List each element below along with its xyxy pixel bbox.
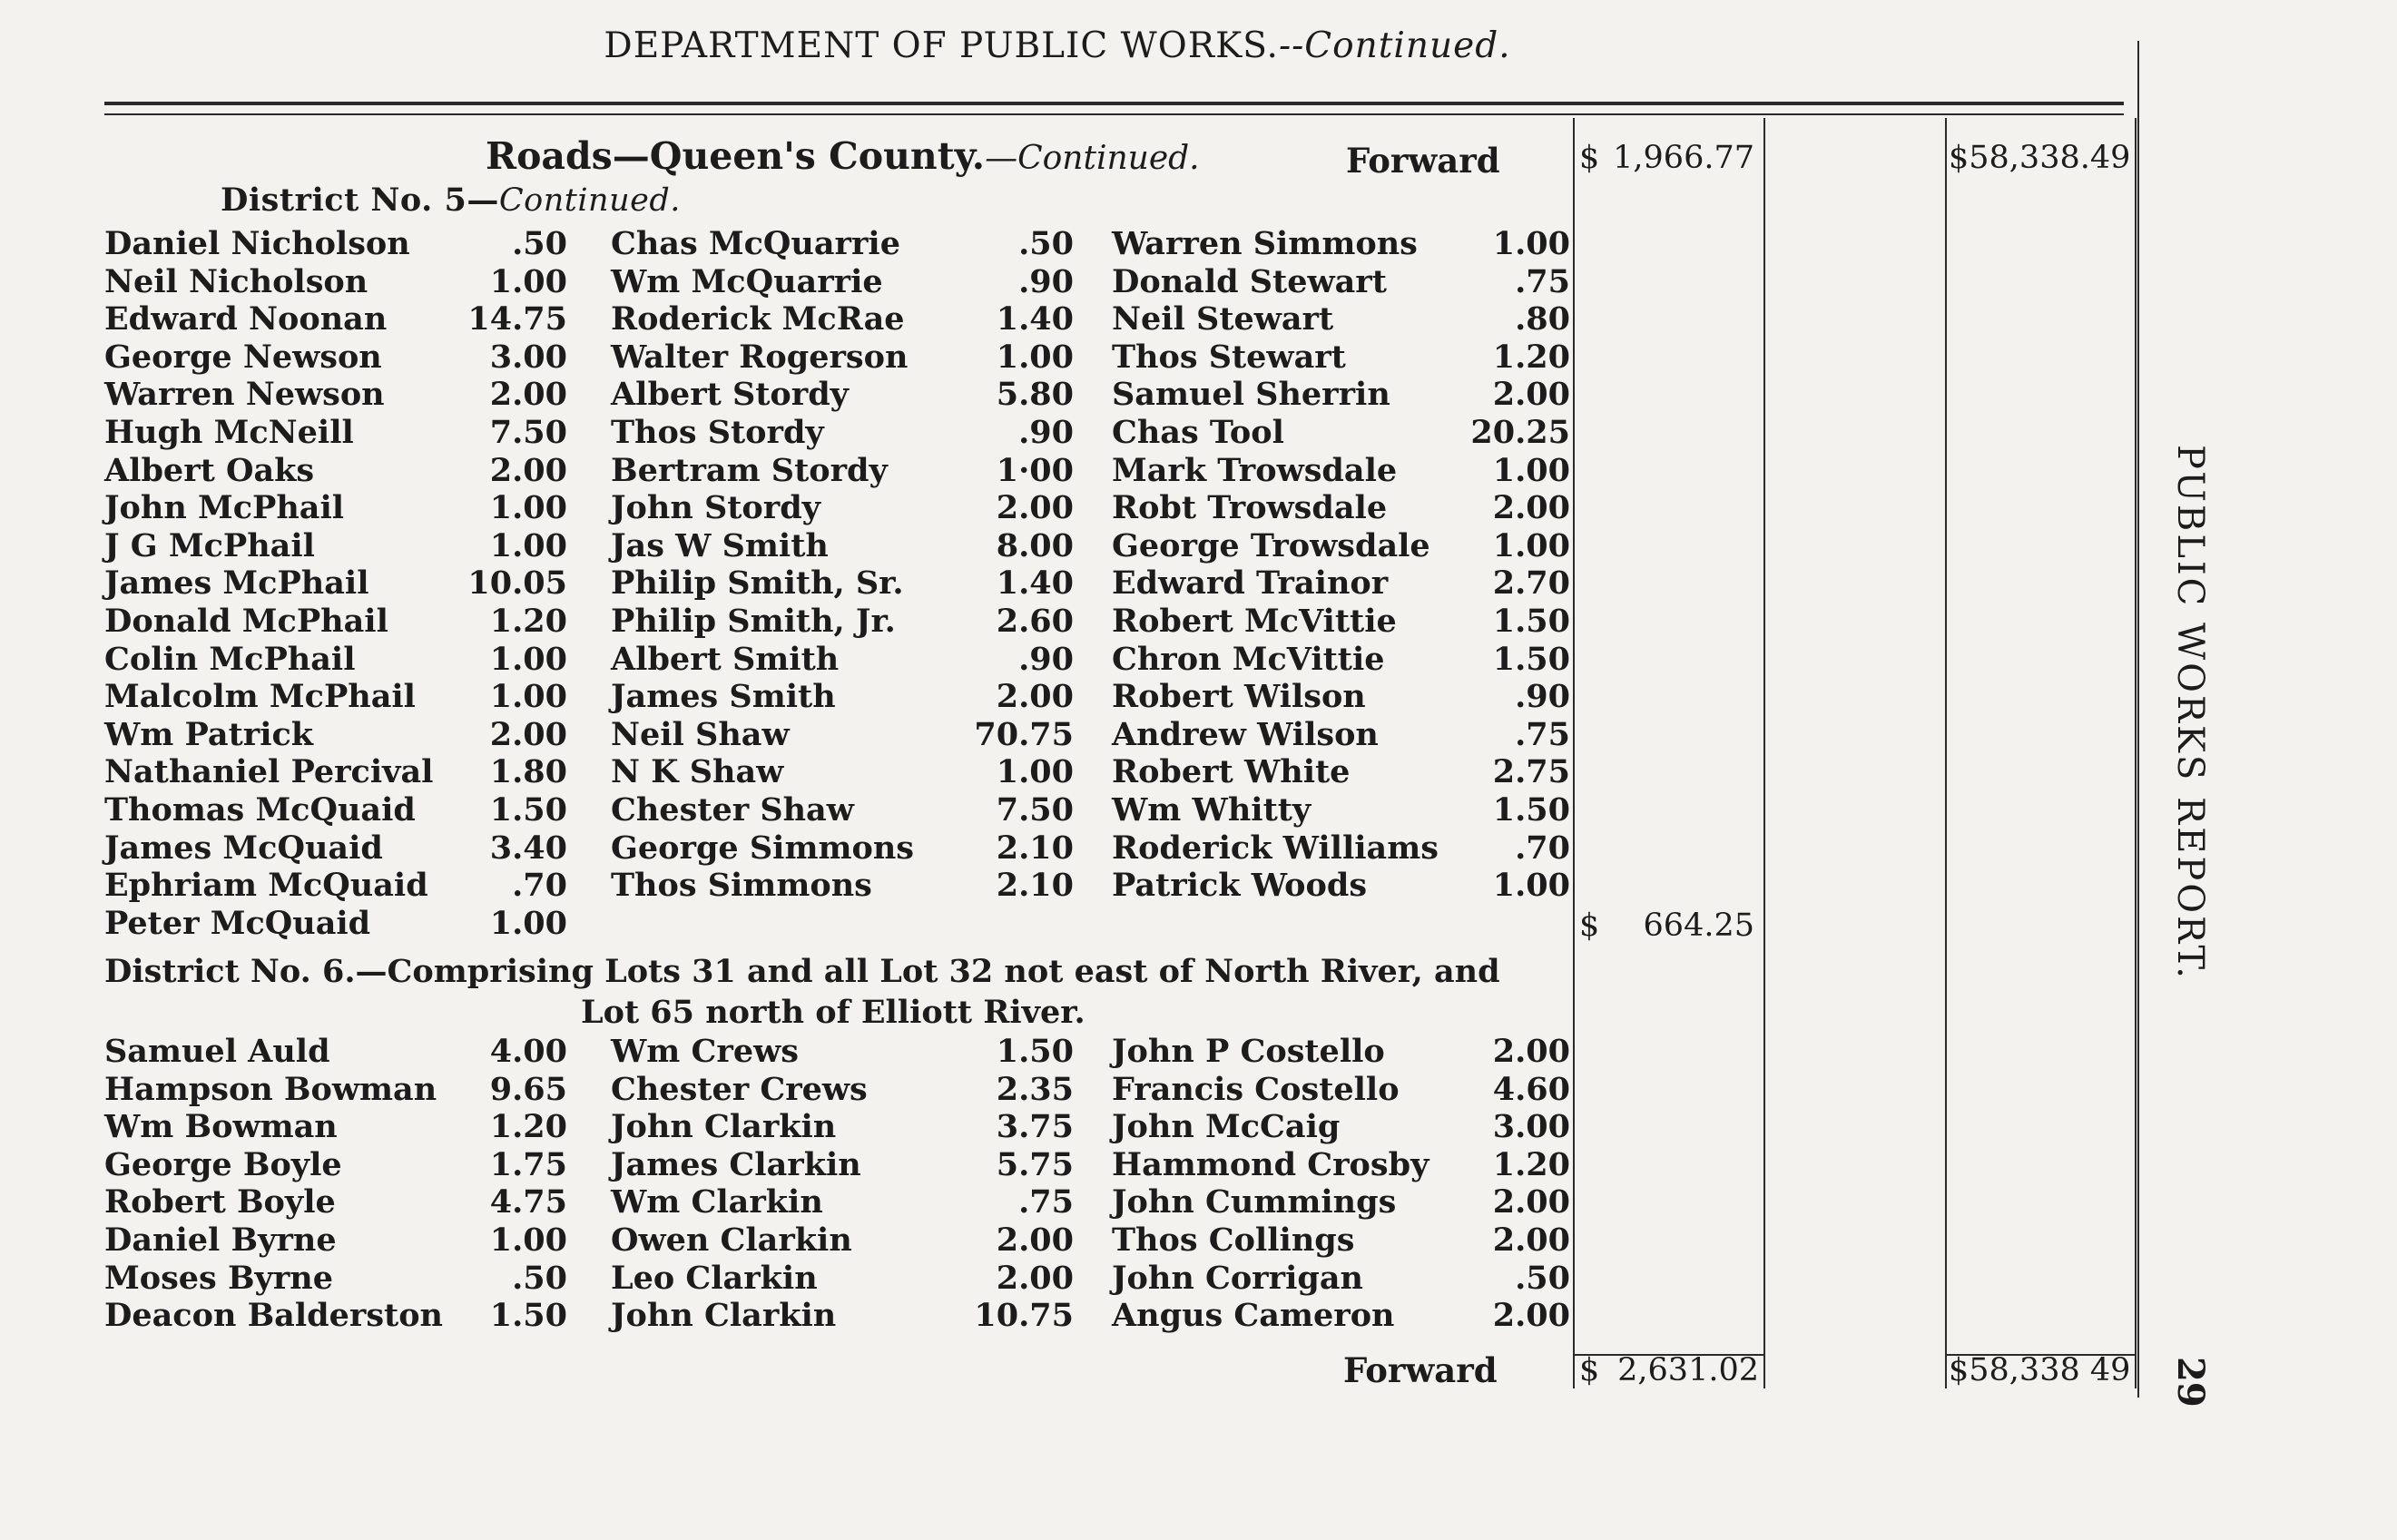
district-5-column-2 bbox=[611, 225, 1074, 905]
page-number: 29 bbox=[2169, 1357, 2212, 1408]
amount: 14.75 bbox=[467, 300, 567, 338]
forward-label-top: Forward bbox=[1346, 141, 1500, 181]
amount: 2.75 bbox=[1492, 753, 1570, 791]
name: Warren Simmons bbox=[1112, 225, 1418, 262]
amount: .50 bbox=[512, 1259, 567, 1297]
name: Chester Shaw bbox=[611, 790, 854, 829]
name: Andrew Wilson bbox=[1112, 715, 1379, 753]
amount: 2.00 bbox=[1492, 489, 1570, 527]
name: Edward Trainor bbox=[1112, 564, 1389, 603]
name: Peter McQuaid bbox=[104, 904, 371, 942]
list-item bbox=[1112, 300, 1570, 338]
name: Edward Noonan bbox=[104, 300, 388, 338]
district-6-heading-line-1: District No. 6.—Comprising Lots 31 and all Lot 32 not east of North River, and bbox=[104, 953, 1500, 990]
list-item bbox=[1112, 263, 1570, 301]
list-item bbox=[104, 1071, 567, 1109]
amount: .75 bbox=[1515, 715, 1570, 753]
section-title-text: Roads—Queen's County. bbox=[486, 134, 986, 178]
list-item bbox=[104, 905, 567, 943]
name: Thos Simmons bbox=[611, 867, 872, 905]
list-item bbox=[611, 829, 1074, 868]
name: Samuel Sherrin bbox=[1112, 376, 1390, 414]
amount: 10.75 bbox=[974, 1297, 1074, 1335]
name: James Clarkin bbox=[611, 1145, 861, 1183]
amount: 1.00 bbox=[489, 640, 567, 678]
list-item bbox=[104, 603, 567, 641]
name: Robt Trowsdale bbox=[1112, 489, 1388, 527]
list-item bbox=[611, 678, 1074, 716]
forward-dollar-top: $ bbox=[1579, 140, 1600, 176]
amount: 1.00 bbox=[489, 489, 567, 527]
list-item bbox=[611, 376, 1074, 414]
amount: 2.00 bbox=[1492, 1297, 1570, 1335]
list-item bbox=[104, 1183, 567, 1221]
total-column-left-rule bbox=[1945, 118, 1947, 1388]
list-item bbox=[611, 716, 1074, 754]
forward-total-top: $58,338.49 bbox=[1949, 140, 2131, 176]
amount: 1.20 bbox=[489, 602, 567, 640]
list-item bbox=[1112, 1297, 1570, 1335]
list-item bbox=[611, 1033, 1074, 1071]
amount: 2.00 bbox=[1492, 1033, 1570, 1070]
name: Hampson Bowman bbox=[104, 1070, 437, 1108]
name: J G McPhail bbox=[104, 526, 315, 564]
list-item bbox=[1112, 1183, 1570, 1221]
name: Moses Byrne bbox=[104, 1259, 334, 1297]
amount: 1.50 bbox=[1492, 790, 1570, 829]
amount: 7.50 bbox=[489, 413, 567, 451]
amount: 1.00 bbox=[489, 678, 567, 716]
list-item bbox=[1112, 564, 1570, 603]
name: James McPhail bbox=[104, 564, 369, 603]
name: Wm Crews bbox=[611, 1033, 799, 1070]
name: Albert Stordy bbox=[611, 376, 850, 414]
amount: 5.80 bbox=[996, 376, 1074, 414]
name: Chas Tool bbox=[1112, 413, 1284, 451]
list-item bbox=[611, 489, 1074, 527]
amount: 1.50 bbox=[996, 1033, 1074, 1070]
list-item bbox=[104, 564, 567, 603]
name: Wm Clarkin bbox=[611, 1183, 823, 1221]
amount: 2.00 bbox=[489, 715, 567, 753]
name: Francis Costello bbox=[1112, 1070, 1400, 1108]
list-item bbox=[611, 1221, 1074, 1260]
list-item bbox=[611, 564, 1074, 603]
name: Thos Stewart bbox=[1112, 338, 1346, 376]
list-item bbox=[611, 1108, 1074, 1146]
list-item bbox=[104, 1108, 567, 1146]
amount: .90 bbox=[1018, 262, 1074, 300]
amount: 1.50 bbox=[1492, 640, 1570, 678]
name: Deacon Balderston bbox=[104, 1297, 443, 1335]
amount: 5.75 bbox=[996, 1145, 1074, 1183]
list-item bbox=[611, 527, 1074, 565]
amount: 20.25 bbox=[1470, 413, 1570, 451]
amount: 1.40 bbox=[996, 564, 1074, 603]
amount: 8.00 bbox=[996, 526, 1074, 564]
amount: 7.50 bbox=[996, 790, 1074, 829]
list-item bbox=[104, 1146, 567, 1184]
list-item bbox=[1112, 376, 1570, 414]
amount: 1.00 bbox=[1492, 451, 1570, 489]
list-item bbox=[611, 753, 1074, 791]
name: George Newson bbox=[104, 338, 382, 376]
amount: 1.00 bbox=[489, 904, 567, 942]
side-running-title: PUBLIC WORKS REPORT. bbox=[2169, 445, 2211, 981]
amount: 1.75 bbox=[489, 1145, 567, 1183]
name: Owen Clarkin bbox=[611, 1221, 852, 1259]
amount: 2.00 bbox=[996, 678, 1074, 716]
list-item bbox=[104, 1221, 567, 1260]
amount: 1.00 bbox=[1492, 225, 1570, 262]
list-item bbox=[1112, 791, 1570, 829]
name: N K Shaw bbox=[611, 753, 784, 791]
list-item bbox=[104, 452, 567, 490]
district-6-column-3 bbox=[1112, 1033, 1570, 1335]
name: George Boyle bbox=[104, 1145, 342, 1183]
list-item bbox=[611, 414, 1074, 452]
name: Patrick Woods bbox=[1112, 867, 1368, 905]
list-item bbox=[104, 527, 567, 565]
list-item bbox=[1112, 867, 1570, 905]
list-item bbox=[1112, 1108, 1570, 1146]
amount: 1.40 bbox=[996, 300, 1074, 338]
name: George Trowsdale bbox=[1112, 526, 1430, 564]
amount: 1·00 bbox=[996, 451, 1074, 489]
amount: 1.50 bbox=[489, 1297, 567, 1335]
name: John McCaig bbox=[1112, 1108, 1341, 1146]
name: Donald Stewart bbox=[1112, 262, 1387, 300]
amount: 1.20 bbox=[489, 1108, 567, 1146]
name: Hugh McNeill bbox=[104, 413, 354, 451]
list-item bbox=[1112, 527, 1570, 565]
amount: 1.80 bbox=[489, 753, 567, 791]
name: Robert Wilson bbox=[1112, 678, 1366, 716]
amount: .90 bbox=[1018, 413, 1074, 451]
district-5-column-1 bbox=[104, 225, 567, 942]
list-item bbox=[1112, 753, 1570, 791]
name: Wm Whitty bbox=[1112, 790, 1311, 829]
name: Neil Shaw bbox=[611, 715, 790, 753]
amount: 2.10 bbox=[996, 829, 1074, 867]
list-item bbox=[1112, 452, 1570, 490]
list-item bbox=[611, 1146, 1074, 1184]
list-item bbox=[611, 452, 1074, 490]
amount: 1.00 bbox=[489, 526, 567, 564]
district-5-heading bbox=[221, 181, 681, 219]
amount: 10.05 bbox=[467, 564, 567, 603]
amount: .70 bbox=[512, 867, 567, 905]
list-item bbox=[104, 376, 567, 414]
amount: 9.65 bbox=[489, 1070, 567, 1108]
list-item bbox=[104, 1033, 567, 1071]
list-item bbox=[611, 1183, 1074, 1221]
list-item bbox=[1112, 678, 1570, 716]
list-item bbox=[104, 678, 567, 716]
district-5-column-3 bbox=[1112, 225, 1570, 905]
name: Neil Stewart bbox=[1112, 300, 1334, 338]
list-item bbox=[104, 791, 567, 829]
name: Thos Collings bbox=[1112, 1221, 1355, 1259]
amount: .80 bbox=[1515, 300, 1570, 338]
name: Daniel Byrne bbox=[104, 1221, 337, 1259]
forward-total-bottom: $58,338 49 bbox=[1949, 1352, 2131, 1388]
list-item bbox=[104, 1260, 567, 1298]
list-item bbox=[1112, 1033, 1570, 1071]
name: Jas W Smith bbox=[611, 526, 829, 564]
amount-column-right-rule bbox=[1763, 118, 1765, 1388]
list-item bbox=[1112, 489, 1570, 527]
list-item bbox=[1112, 1146, 1570, 1184]
name: John Corrigan bbox=[1112, 1259, 1363, 1297]
name: John Clarkin bbox=[611, 1297, 837, 1335]
amount: .50 bbox=[512, 225, 567, 262]
list-item bbox=[611, 867, 1074, 905]
list-item bbox=[104, 753, 567, 791]
amount: 1.00 bbox=[1492, 867, 1570, 905]
name: John Clarkin bbox=[611, 1108, 837, 1146]
list-item bbox=[611, 263, 1074, 301]
name: John Stordy bbox=[611, 489, 821, 527]
district-6-column-1 bbox=[104, 1033, 567, 1335]
amount: 2.10 bbox=[996, 867, 1074, 905]
name: Neil Nicholson bbox=[104, 262, 368, 300]
name: Hammond Crosby bbox=[1112, 1145, 1429, 1183]
list-item bbox=[611, 603, 1074, 641]
name: Philip Smith, Sr. bbox=[611, 564, 904, 603]
name: Donald McPhail bbox=[104, 602, 388, 640]
total-column-right-rule bbox=[2135, 118, 2137, 1388]
name: Robert White bbox=[1112, 753, 1351, 791]
forward-amount-bottom: 2,631.02 bbox=[1617, 1352, 1759, 1388]
name: Angus Cameron bbox=[1112, 1297, 1395, 1335]
list-item bbox=[1112, 1221, 1570, 1260]
name: Philip Smith, Jr. bbox=[611, 602, 896, 640]
amount: 4.75 bbox=[489, 1183, 567, 1221]
running-head bbox=[0, 25, 2115, 66]
name: John P Costello bbox=[1112, 1033, 1385, 1070]
amount: 2.00 bbox=[1492, 376, 1570, 414]
amount: 2.00 bbox=[1492, 1221, 1570, 1259]
list-item bbox=[104, 829, 567, 868]
list-item bbox=[1112, 414, 1570, 452]
name: Albert Oaks bbox=[104, 451, 315, 489]
amount: 1.00 bbox=[1492, 526, 1570, 564]
name: Chester Crews bbox=[611, 1070, 868, 1108]
name: Roderick McRae bbox=[611, 300, 905, 338]
district-5-continued: Continued. bbox=[498, 182, 681, 219]
name: Mark Trowsdale bbox=[1112, 451, 1398, 489]
name: Wm Bowman bbox=[104, 1108, 338, 1146]
amount: 1.00 bbox=[996, 338, 1074, 376]
list-item bbox=[1112, 1071, 1570, 1109]
list-item bbox=[104, 300, 567, 338]
name: James Smith bbox=[611, 678, 836, 716]
amount: 4.60 bbox=[1492, 1070, 1570, 1108]
amount: 2.60 bbox=[996, 602, 1074, 640]
name: Bertram Stordy bbox=[611, 451, 888, 489]
name: Daniel Nicholson bbox=[104, 225, 410, 262]
page-edge-rule bbox=[2137, 41, 2139, 1398]
list-item bbox=[104, 225, 567, 263]
amount: 2.70 bbox=[1492, 564, 1570, 603]
name: Leo Clarkin bbox=[611, 1259, 818, 1297]
forward-amount-top: 1,966.77 bbox=[1613, 140, 1754, 176]
amount: 2.00 bbox=[996, 1221, 1074, 1259]
name: Robert Boyle bbox=[104, 1183, 336, 1221]
name: Thos Stordy bbox=[611, 413, 824, 451]
amount: 2.00 bbox=[489, 451, 567, 489]
name: Samuel Auld bbox=[104, 1033, 330, 1070]
amount: .75 bbox=[1515, 262, 1570, 300]
amount: .90 bbox=[1018, 640, 1074, 678]
list-item bbox=[611, 641, 1074, 679]
list-item bbox=[1112, 716, 1570, 754]
name: Warren Newson bbox=[104, 376, 385, 414]
list-item bbox=[611, 791, 1074, 829]
amount: 3.00 bbox=[489, 338, 567, 376]
amount: 4.00 bbox=[489, 1033, 567, 1070]
running-head-title: DEPARTMENT OF PUBLIC WORKS. bbox=[604, 25, 1279, 66]
amount: 1.50 bbox=[1492, 602, 1570, 640]
name: John Cummings bbox=[1112, 1183, 1397, 1221]
name: Albert Smith bbox=[611, 640, 840, 678]
amount: 1.20 bbox=[1492, 1145, 1570, 1183]
list-item bbox=[1112, 641, 1570, 679]
list-item bbox=[611, 300, 1074, 338]
amount: 2.00 bbox=[996, 489, 1074, 527]
amount: 1.00 bbox=[489, 262, 567, 300]
list-item bbox=[611, 338, 1074, 377]
name: Chas McQuarrie bbox=[611, 225, 900, 262]
list-item bbox=[104, 1297, 567, 1335]
amount: 2.00 bbox=[1492, 1183, 1570, 1221]
list-item bbox=[611, 1297, 1074, 1335]
amount: 70.75 bbox=[974, 715, 1074, 753]
name: George Simmons bbox=[611, 829, 915, 867]
amount: 2.35 bbox=[996, 1070, 1074, 1108]
amount: 3.00 bbox=[1492, 1108, 1570, 1146]
list-item bbox=[104, 867, 567, 905]
list-item bbox=[611, 1071, 1074, 1109]
name: James McQuaid bbox=[104, 829, 383, 867]
top-rule-thick bbox=[104, 102, 2124, 105]
name: Nathaniel Percival bbox=[104, 753, 434, 791]
name: Ephriam McQuaid bbox=[104, 867, 428, 905]
running-head-continued: --Continued. bbox=[1278, 25, 1511, 66]
list-item bbox=[611, 1260, 1074, 1298]
amount: 2.00 bbox=[489, 376, 567, 414]
forward-dollar-bottom: $ bbox=[1579, 1352, 1600, 1388]
list-item bbox=[611, 225, 1074, 263]
amount: 1.20 bbox=[1492, 338, 1570, 376]
section-title bbox=[486, 134, 1200, 178]
top-rule-thin bbox=[104, 113, 2124, 115]
district-6-heading-line-2: Lot 65 north of Elliott River. bbox=[581, 994, 1086, 1031]
section-title-continued: —Continued. bbox=[985, 140, 1200, 177]
name: Chron McVittie bbox=[1112, 640, 1385, 678]
amount-column-left-rule bbox=[1573, 118, 1575, 1388]
amount: .50 bbox=[1018, 225, 1074, 262]
amount: .70 bbox=[1515, 829, 1570, 867]
amount: .90 bbox=[1515, 678, 1570, 716]
name: John McPhail bbox=[104, 489, 345, 527]
amount: 1.00 bbox=[489, 1221, 567, 1259]
name: Robert McVittie bbox=[1112, 602, 1397, 640]
list-item bbox=[1112, 338, 1570, 377]
amount: 1.50 bbox=[489, 790, 567, 829]
list-item bbox=[1112, 1260, 1570, 1298]
forward-label-bottom: Forward bbox=[1343, 1350, 1498, 1390]
amount: 3.75 bbox=[996, 1108, 1074, 1146]
district-5-title: District No. 5— bbox=[221, 181, 499, 219]
list-item bbox=[104, 489, 567, 527]
list-item bbox=[1112, 829, 1570, 868]
list-item bbox=[104, 414, 567, 452]
list-item bbox=[104, 338, 567, 377]
name: Malcolm McPhail bbox=[104, 678, 416, 716]
list-item bbox=[1112, 225, 1570, 263]
name: Thomas McQuaid bbox=[104, 790, 416, 829]
name: Walter Rogerson bbox=[611, 338, 909, 376]
district-6-column-2 bbox=[611, 1033, 1074, 1335]
name: Roderick Williams bbox=[1112, 829, 1439, 867]
name: Wm Patrick bbox=[104, 715, 314, 753]
amount: 3.40 bbox=[489, 829, 567, 867]
amount: .50 bbox=[1515, 1259, 1570, 1297]
list-item bbox=[1112, 603, 1570, 641]
district-5-total-dollar: $ bbox=[1579, 907, 1600, 944]
amount: .75 bbox=[1018, 1183, 1074, 1221]
list-item bbox=[104, 263, 567, 301]
name: Colin McPhail bbox=[104, 640, 356, 678]
district-5-total: 664.25 bbox=[1643, 907, 1754, 944]
amount: 1.00 bbox=[996, 753, 1074, 791]
name: Wm McQuarrie bbox=[611, 262, 883, 300]
amount: 2.00 bbox=[996, 1259, 1074, 1297]
list-item bbox=[104, 641, 567, 679]
list-item bbox=[104, 716, 567, 754]
